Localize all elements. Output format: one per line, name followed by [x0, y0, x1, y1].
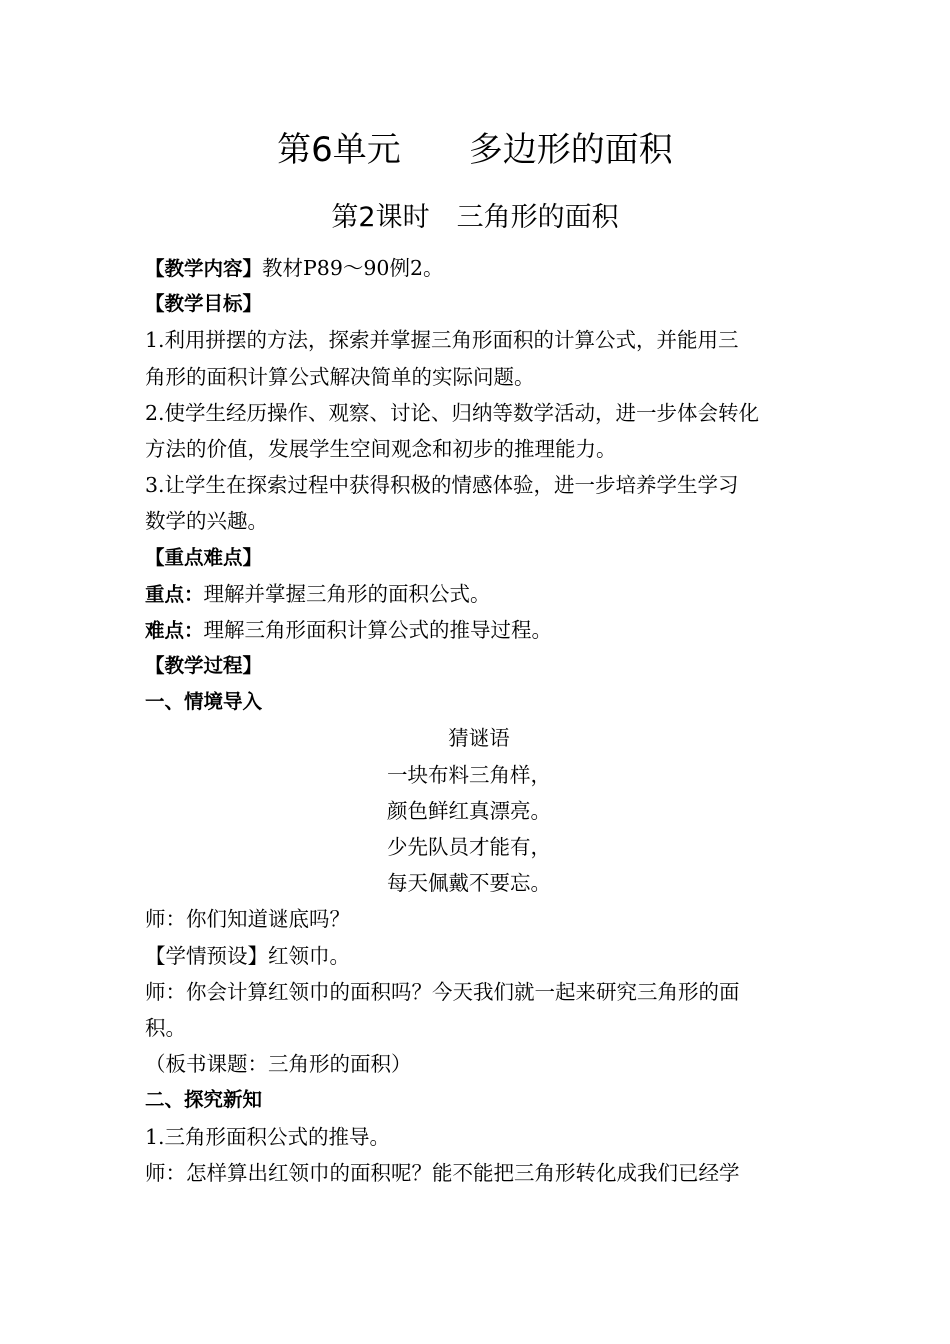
explore-line: 1.三角形面积公式的推导。 — [145, 1124, 391, 1149]
riddle-line: 颜色鲜红真漂亮。 — [387, 798, 551, 823]
teaching-content-text: 教材P89～90例2。 — [262, 256, 444, 280]
dialogue-line: 师：你们知道谜底吗？ — [145, 907, 350, 932]
explore-line: 师：怎样算出红领巾的面积呢？能不能把三角形转化成我们已经学 — [145, 1160, 740, 1185]
key-difficult-label: 【重点难点】 — [145, 545, 263, 569]
riddle-line: 每天佩戴不要忘。 — [387, 871, 551, 896]
key-point — [145, 576, 813, 612]
key-point-text: 理解并掌握三角形的面积公式。 — [203, 581, 491, 606]
goal-line: 数学的兴趣。 — [145, 509, 268, 534]
difficult-point-label: 难点： — [145, 618, 204, 642]
dialogue-line: 【学情预设】红领巾。 — [145, 943, 350, 968]
goal-line: 1.利用拼摆的方法，探索并掌握三角形面积的计算公式，并能用三 — [145, 328, 739, 353]
section2-heading: 二、探究新知 — [145, 1088, 263, 1112]
goal-line: 角形的面积计算公式解决简单的实际问题。 — [145, 364, 535, 389]
process-label: 【教学过程】 — [145, 654, 263, 678]
board-note: （板书课题：三角形的面积） — [145, 1052, 412, 1077]
dialogue-line: 师：你会计算红领巾的面积吗？今天我们就一起来研究三角形的面 — [145, 979, 740, 1004]
teaching-goals-label: 【教学目标】 — [145, 292, 263, 316]
difficult-point — [145, 612, 813, 648]
riddle-title: 猜谜语 — [448, 726, 510, 751]
lesson-title: 第2课时 三角形的面积 — [331, 202, 619, 233]
goal-line: 2.使学生经历操作、观察、讨论、归纳等数学活动，进一步体会转化 — [145, 400, 760, 425]
teaching-content — [145, 250, 813, 286]
section1-heading: 一、情境导入 — [145, 690, 263, 714]
riddle-line: 一块布料三角样， — [387, 762, 551, 787]
dialogue-line: 积。 — [145, 1015, 186, 1040]
lesson-body — [145, 250, 813, 1191]
key-point-label: 重点： — [145, 582, 204, 606]
difficult-point-text: 理解三角形面积计算公式的推导过程。 — [203, 617, 553, 642]
unit-title: 第6单元 多边形的面积 — [277, 130, 673, 170]
goal-line: 3.让学生在探索过程中获得积极的情感体验，进一步培养学生学习 — [145, 473, 739, 498]
riddle-line: 少先队员才能有， — [387, 835, 551, 859]
goal-line: 方法的价值，发展学生空间观念和初步的推理能力。 — [145, 436, 617, 461]
teaching-content-label: 【教学内容】 — [145, 257, 263, 280]
